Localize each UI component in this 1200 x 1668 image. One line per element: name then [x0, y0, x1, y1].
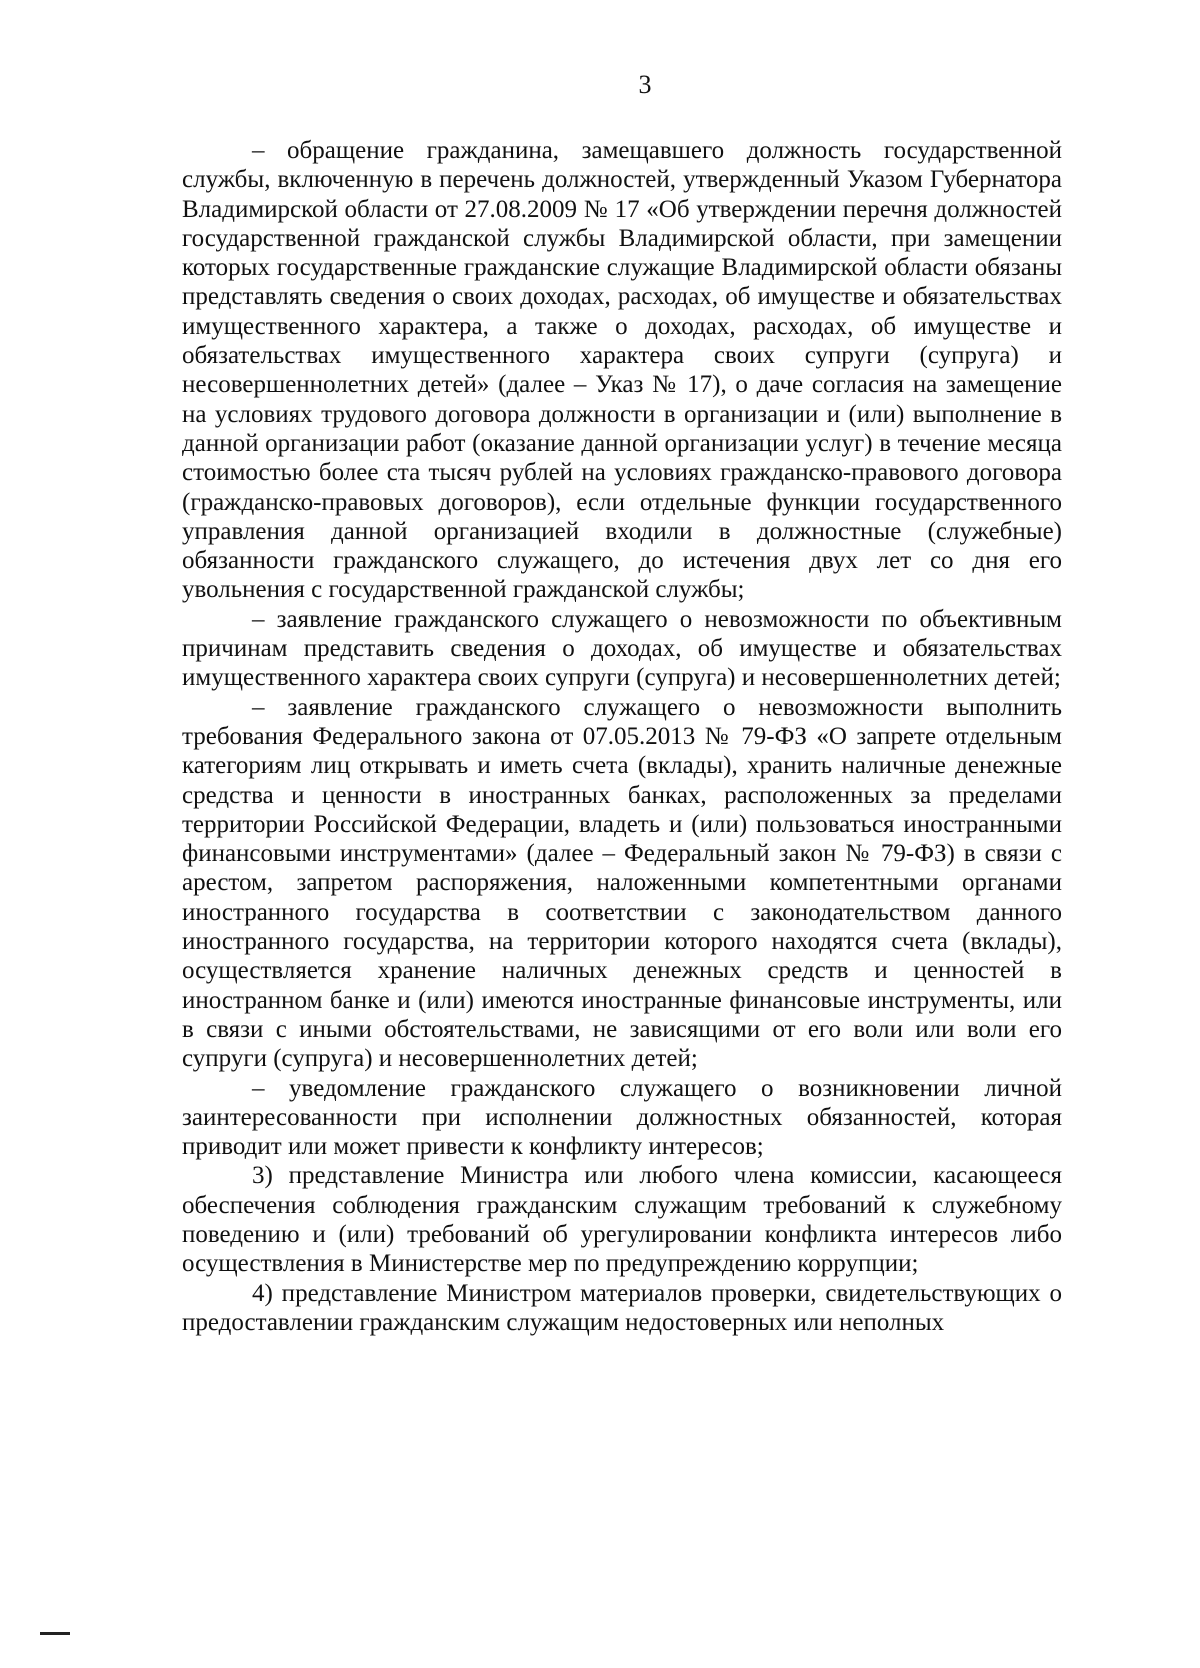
paragraph-foreign-accounts-statement: – заявление гражданского служащего о невозможности выполнить требования Федерального закона от 07.05.2013 № 79-ФЗ «О запрете отдельным категориям лиц открывать и иметь счета (вклады), хранить наличные денежные средства и ценности в иностранных банках, расположенных за пределами территории Российской Федерации, владеть и (или) пользоваться иностранными финансовыми инструментами» (далее – Федеральный закон № 79-ФЗ) в связи с арестом, запретом распоряжения, наложенными компетентными органами иностранного государства в соответствии с законодательством данного иностранного государства, на территории которого находятся счета (вклады), осуществляется хранение наличных денежных средств и ценностей в иностранном банке и (или) имеются иностранные финансовые инструменты, или в связи с иными обстоятельствами, не зависящими от его воли или воли его супруги (супруга) и несовершеннолетних детей;: [182, 693, 1062, 1073]
margin-mark: [40, 1632, 70, 1635]
paragraph-inspection-materials: 4) представление Министром материалов проверки, свидетельствующих о предоставлении гражданским служащим недостоверных или неполных: [182, 1279, 1062, 1336]
paragraph-conflict-notice: – уведомление гражданского служащего о возникновении личной заинтересованности при исполнении должностных обязанностей, которая приводит или может привести к конфликту интересов;: [182, 1074, 1062, 1161]
document-body: [182, 136, 1062, 1337]
paragraph-minister-submission: 3) представление Министра или любого члена комиссии, касающееся обеспечения соблюдения гражданским служащим требований к служебному поведению и (или) требований об урегулировании конфликта интересов либо осуществления в Министерстве мер по предупреждению коррупции;: [182, 1162, 1062, 1278]
page-number: 3: [638, 70, 652, 99]
paragraph-citizen-appeal: – обращение гражданина, замещавшего должность государственной службы, включенную в перечень должностей, утвержденный Указом Губернатора Владимирской области от 27.08.2009 № 17 «Об утверждении перечня должностей государственной гражданской службы Владимирской области, при замещении которых государственные гражданские служащие Владимирской области обязаны представлять сведения о своих доходах, расходах, об имуществе и обязательствах имущественного характера, а также о доходах, расходах, об имуществе и обязательствах имущественного характера своих супруги (супруга) и несовершеннолетних детей» (далее – Указ № 17), о даче согласия на замещение на условиях трудового договора должности в организации и (или) выполнение в данной организации работ (оказание данной организации услуг) в течение месяца стоимостью более ста тысяч рублей на условиях гражданско-правового договора (гражданско-правовых договоров), если отдельные функции государственного управления данной организацией входили в должностные (служебные) обязанности гражданского служащего, до истечения двух лет со дня его увольнения с государственной гражданской службы;: [182, 137, 1062, 604]
paragraph-spouse-income-statement: – заявление гражданского служащего о невозможности по объективным причинам представить сведения о доходах, об имуществе и обязательствах имущественного характера своих супруги (супруга) и несовершеннолетних детей;: [182, 605, 1062, 692]
